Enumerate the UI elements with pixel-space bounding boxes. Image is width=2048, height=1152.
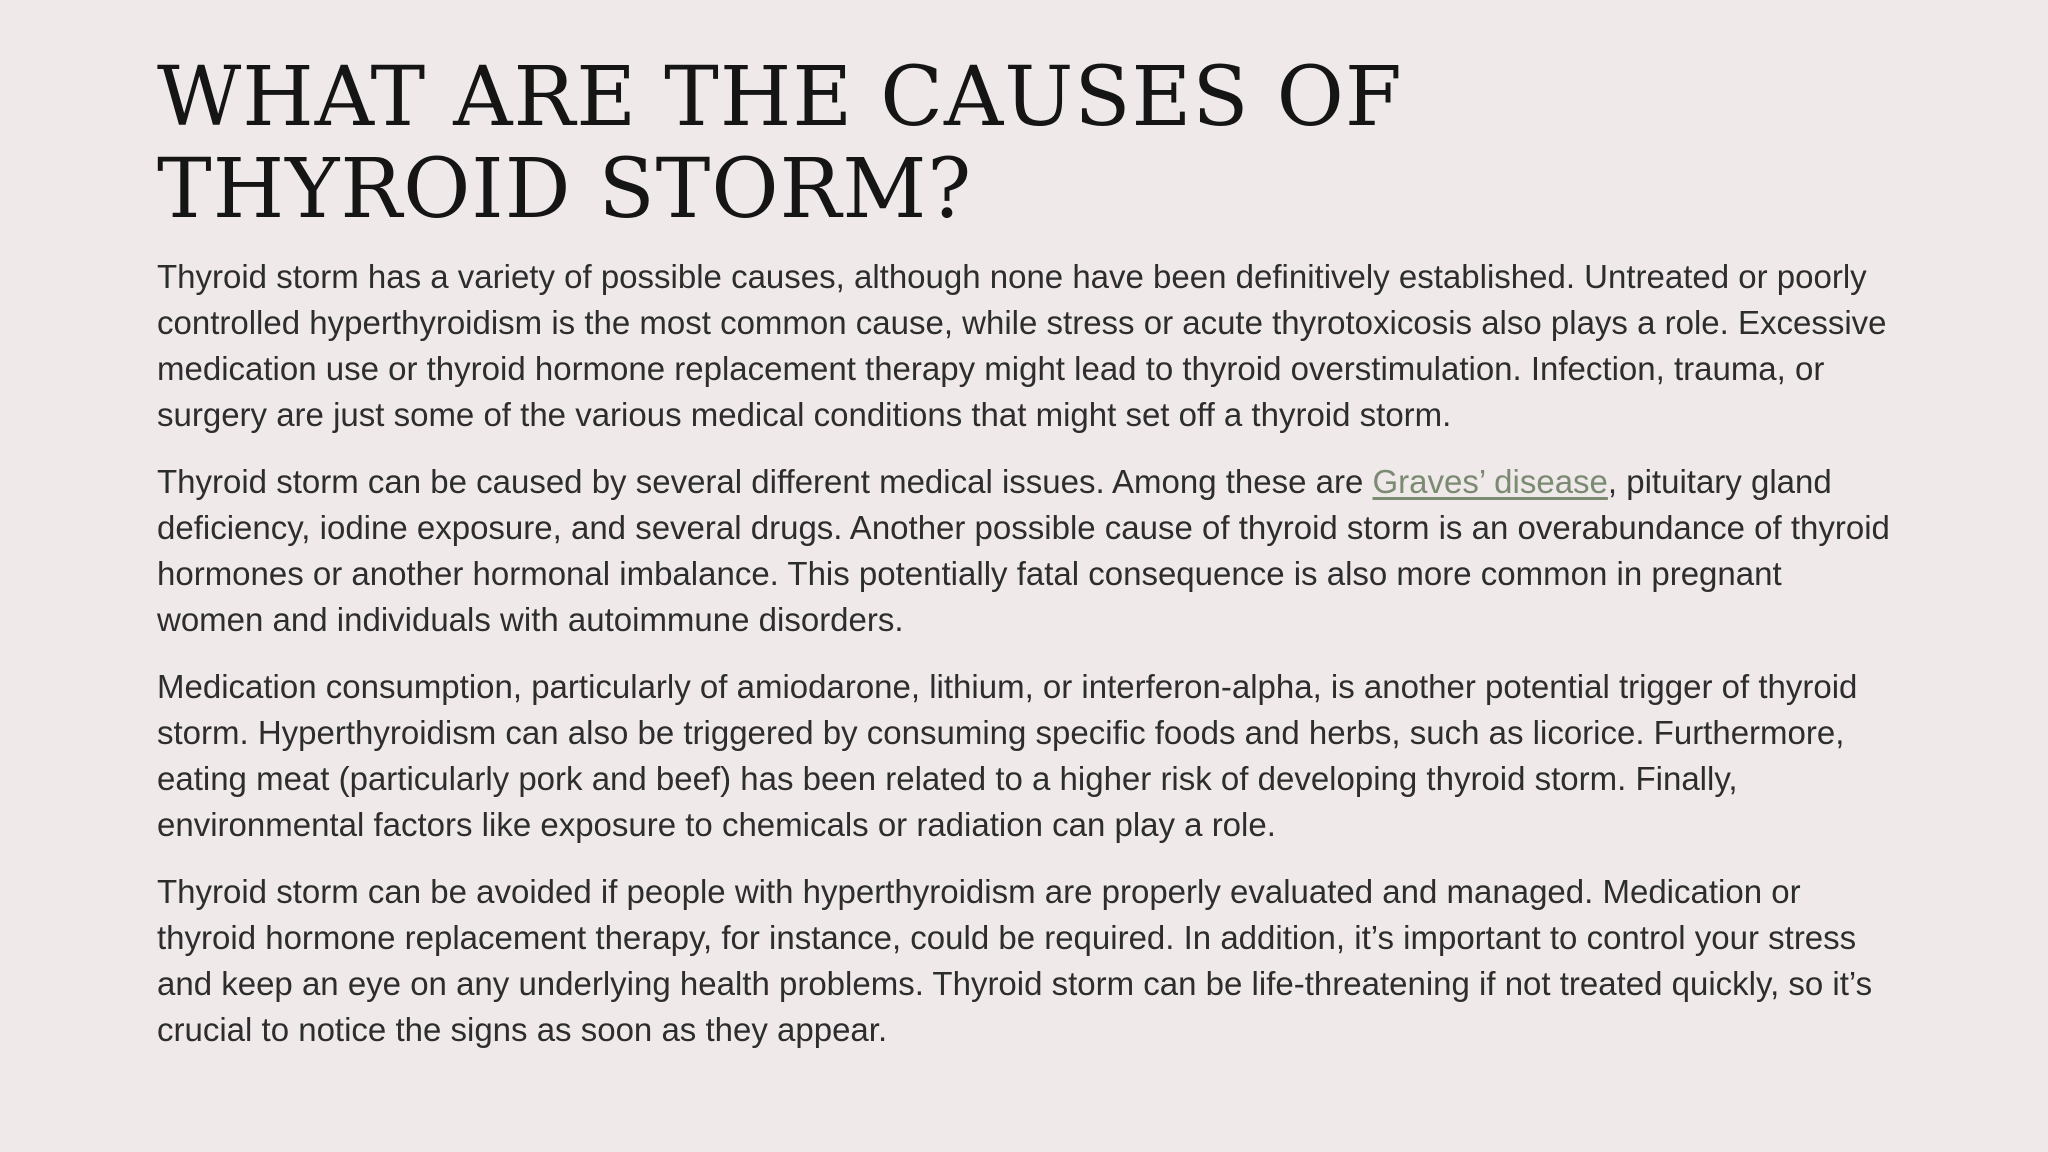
paragraph-4: Thyroid storm can be avoided if people with hyperthyroidism are properly evaluated and managed. Medication or thyroid hormone replacement therapy, for instance, could be required. In addition, it’s important to control your stress and keep an eye on any underlying health problems. Thyroid storm can be life-threatening if not treated quickly, so it’s crucial to notice the signs as soon as they appear. xyxy=(157,873,1873,1048)
slide-content xyxy=(157,254,1897,1053)
paragraph-2 xyxy=(157,459,1897,643)
paragraph-1: Thyroid storm has a variety of possible causes, although none have been definitively established. Untreated or poorly controlled hyperthyroidism is the most common cause, while stress or acute thyrotoxicosis also plays a role. Excessive medication use or thyroid hormone replacement therapy might lead to thyroid overstimulation. Infection, trauma, or surgery are just some of the various medical conditions that might set off a thyroid storm. xyxy=(157,258,1887,433)
paragraph-2-before-link: Thyroid storm can be caused by several different medical issues. Among these are xyxy=(157,463,1373,500)
graves-disease-link[interactable]: Graves’ disease xyxy=(1372,463,1608,500)
paragraph-3: Medication consumption, particularly of amiodarone, lithium, or interferon-alpha, is another potential trigger of thyroid storm. Hyperthyroidism can also be triggered by consuming specific foods and herbs, such as licorice. Furthermore, eating meat (particularly pork and beef) has been related to a higher risk of developing thyroid storm. Finally, environmental factors like exposure to chemicals or radiation can play a role. xyxy=(157,668,1858,843)
paragraph-2-after-link: , pituitary gland deficiency, iodine exposure, and several drugs. Another possible cause of thyroid storm is an overabundance of thyroid hormones or another hormonal imbalance. This potentially fatal consequence is also more common in pregnant women and individuals with autoimmune disorders. xyxy=(157,463,1890,638)
slide-title: WHAT ARE THE CAUSES OF THYROID STORM? xyxy=(157,50,1403,237)
